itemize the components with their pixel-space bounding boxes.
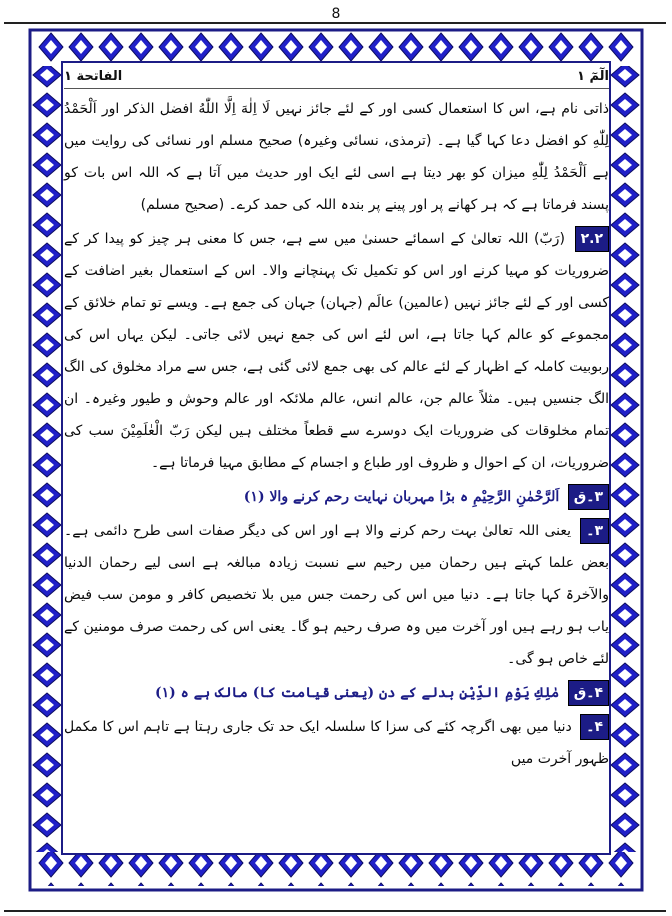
- paragraph-text: (رَبّ) اللہ تعالیٰ کے اسمائے حسنیٰ میں سے ہے، جس کا معنی ہر چیز کو پیدا کر کے ضروریات کو مہیا کرنے اور اس کو تکمیل تک پہنچانے والا۔ اس کے استعمال بغیر اضافت کے کسی اور کے لئے جائز نہیں (عالمین) عالَم (جہان) جہان کی جمع ہے۔ ویسے تو تمام خلائق کے مجموعے کو عالم کہا جاتا ہے، اس لئے اس کی جمع نہیں لائی جاتی۔ لیکن یہاں اس کی ربوبیت کاملہ کے اظہار کے لئے عالم کی بھی جمع لائی گئی ہے، جس سے مراد مخلوق کی الگ الگ جنسیں ہیں۔ مثلاً عالم جن، عالم انس، عالم ملائکہ اور عالم وحوش و طیور وغیرہ۔ ان تمام مخلوقات کی ضروریات ایک دوسرے سے قطعاً مختلف ہیں لیکن رَبّ الْعٰلَمِیْنَ سب کی ضروریات، ان کے احوال و ظروف اور طباع و اجسام کے مطابق مہیا فرماتا ہے۔: [64, 231, 609, 471]
- header-juz: الٓمٓ ١: [577, 69, 609, 84]
- verse-text: اَلرَّحْمٰنِ الرَّحِیْمِ ہ بڑا مہربان نہایت رحم کرنے والا (۱): [243, 489, 560, 505]
- commentary-paragraph: [64, 93, 609, 221]
- commentary-paragraph: [64, 515, 609, 675]
- verse-line: [64, 481, 609, 513]
- verse-marker: ۴۔ق: [568, 680, 609, 706]
- page-number: 8: [331, 6, 341, 22]
- verse-marker: ۳۔: [580, 518, 609, 544]
- verse-marker: ۳۔ق: [568, 484, 609, 510]
- paragraph-text: دنیا میں بھی اگرچہ کئے کی سزا کا سلسلہ ایک حد تک جاری رہتا ہے تاہم اس کا مکمل ظہور آخرت میں: [64, 719, 609, 767]
- verse-text: مٰلِكِ يَوْمِ الدِّيْنِ بدلے کے دن (یعنی قیامت کا) مالک ہے ہ (۱): [155, 685, 560, 701]
- frame-right-band: [606, 66, 640, 852]
- paragraph-text: ذاتی نام ہے، اس کا استعمال کسی اور کے لئے جائز نہیں لَا اِلٰهَ اِلَّا اللّٰهُ افضل الذکر اور اَلْحَمْدُ لِلّٰهِ کو افضل دعا کہا گیا ہے۔ (ترمذی، نسائی وغیرہ) صحیح مسلم اور نسائی کی روایت میں ہے اَلْحَمْدُ لِلّٰهِ میزان کو بھر دیتا ہے اسی لئے ایک اور حدیث میں آتا ہے کہ اللہ اس بات کو پسند فرماتا ہے کہ ہر کھانے پر اور پینے پر بندہ اللہ کی حمد کرے۔ (صحیح مسلم): [64, 101, 609, 213]
- bottom-rule: [4, 910, 666, 912]
- frame-left-band: [32, 66, 66, 852]
- frame-top-band: [36, 32, 636, 66]
- verse-marker: ۲.۲: [575, 226, 609, 252]
- frame-bottom-band: [36, 852, 636, 886]
- header-surah: الفاتحة ١: [64, 69, 123, 84]
- paragraph-text: یعنی اللہ تعالیٰ بہت رحم کرنے والا ہے اور اس کی دیگر صفات اسی طرح دائمی ہے۔ بعض علما کہتے ہیں رحمان میں رحیم سے نسبت زیادہ مبالغہ ہے اسی لیے رحمان الدنیا والآخرۃ کہا جاتا ہے۔ دنیا میں اس کی رحمت جس میں بلا تخصیص کافر و مومن سب فیض یاب ہو رہے ہیں اور آخرت میں وہ صرف رحیم ہو گا۔ یعنی اس کی رحمت صرف مومنین کے لئے خاص ہو گی۔: [64, 523, 609, 667]
- verse-line: [64, 677, 609, 709]
- verse-marker: ۴۔: [580, 714, 609, 740]
- commentary-paragraph: [64, 711, 609, 775]
- surah-header: [64, 66, 609, 89]
- page-content: [64, 66, 609, 846]
- commentary-paragraph: [64, 223, 609, 479]
